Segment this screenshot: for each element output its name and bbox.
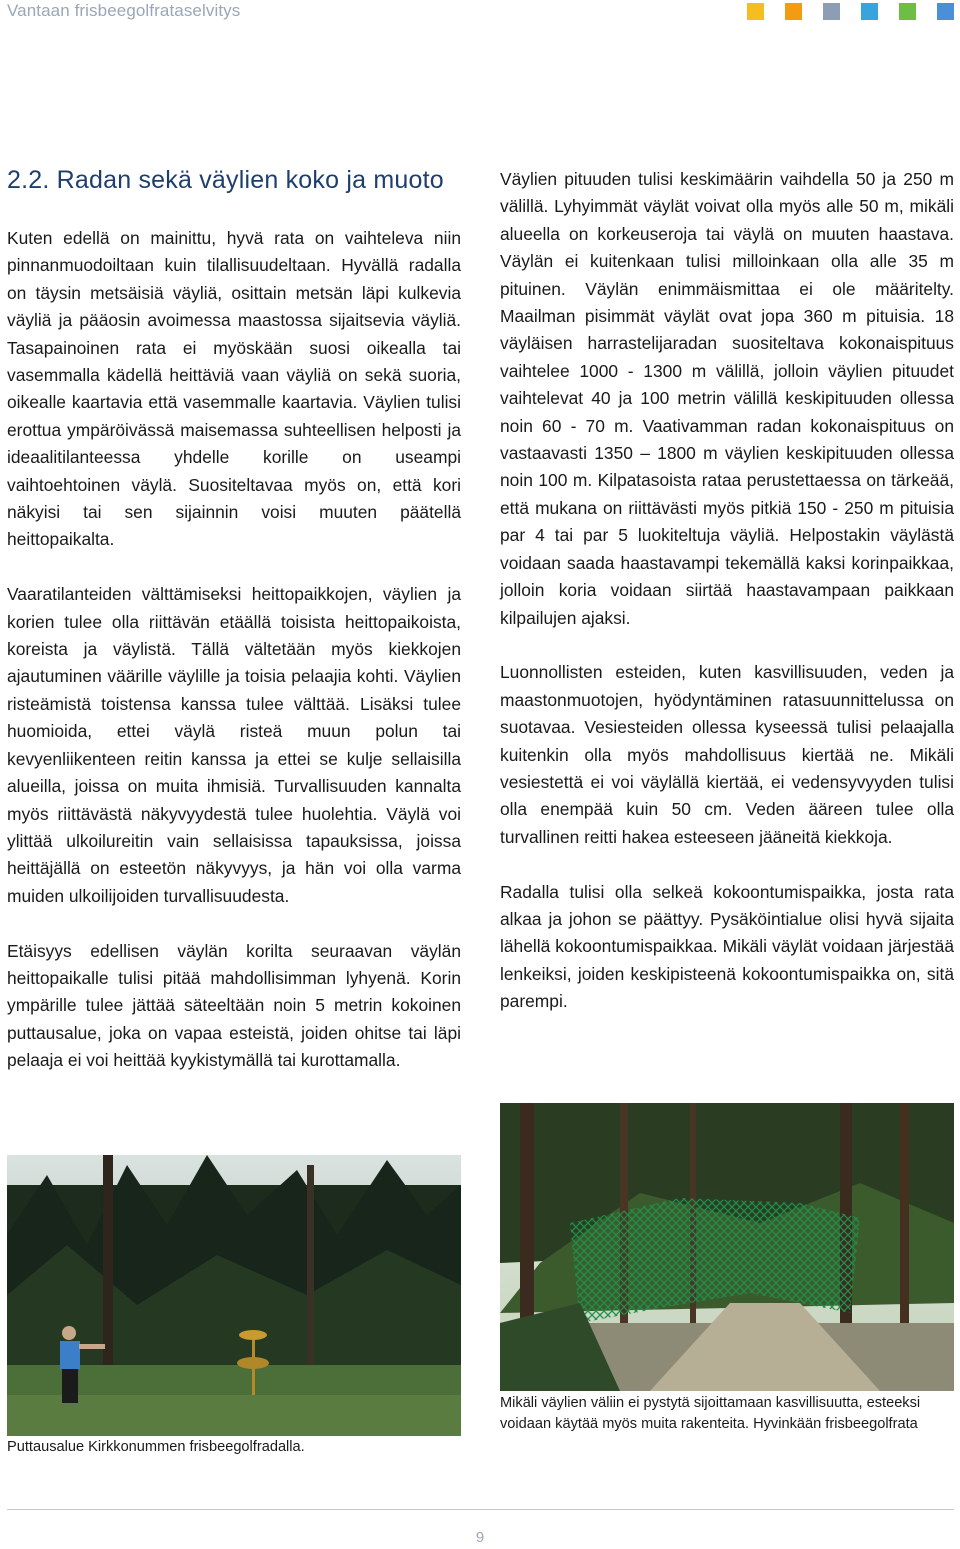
- page-number: 9: [475, 1529, 485, 1546]
- paragraph: Etäisyys edellisen väylän korilta seuraavan väylän heittopaikalle tulisi pitää mahdollisimman lyhyenä. Korin ympärille tulee jättää säteeltään noin 5 metrin kokoinen puttausalue, joka on vapaa esteistä, joiden ohitse tai läpi pelaaja ei voi heittää kyykistymällä tai kurottamalla.: [7, 940, 461, 1071]
- paragraph: Kuten edellä on mainittu, hyvä rata on vaihteleva niin pinnanmuodoiltaan kuin tilallisuudeltaan. Hyvällä radalla on täysin metsäisiä väyliä, osittain metsän läpi kulkevia väyliä ja pääosin avoimessa maastossa sijaitsevia väyliä. Tasapainoinen rata ei myöskään suosi oikealla tai vasemmalla kädellä heittäviä vaan väyliä on sekä suoria, oikealle kaartavia että vasemmalle kaartavia. Väylien tulisi erottua ympäröivässä maisemassa suhteellisen helposti ja ideaalitilanteessa yhdelle korille on useampi vaihtoehtoinen väylä. Suositeltavaa myös on, että kori näkyisi tai sen sijainnin voisi muuten päätellä heittopaikalta.: [7, 228, 461, 550]
- section-heading: 2.2. Radan sekä väylien koko ja muoto: [7, 166, 444, 194]
- color-square: [823, 3, 840, 20]
- paragraph: Luonnollisten esteiden, kuten kasvillisuuden, veden ja maastonmuotojen, hyödyntäminen ratasuunnittelussa on suotavaa. Vesiesteiden ollessa kyseessä tulisi pelaajalla kuitenkin olla myös mahdollisuus kiertää ne. Mikäli vesiestettä ei voi väylällä kiertää, ei vedensyvyyden tulisi olla enempää kuin 50 cm. Veden ääreen tulee olla turvallinen reitti hakea esteeseen jääneitä kiekkoja.: [500, 662, 954, 847]
- footer-divider: [7, 1509, 954, 1510]
- document-header-title: Vantaan frisbeegolfrataselvitys: [7, 1, 241, 20]
- net-obstacle-photo: [500, 1103, 954, 1391]
- left-text-column: [7, 225, 461, 1075]
- right-text-column: [500, 166, 954, 1016]
- color-square: [899, 3, 916, 20]
- color-square: [937, 3, 954, 20]
- color-square: [785, 3, 802, 20]
- color-square: [861, 3, 878, 20]
- right-photo-caption: Mikäli väylien väliin ei pystytä sijoittamaan kasvillisuutta, esteeksi voidaan käytää myös muita rakenteita. Hyvinkään frisbeegolfrata: [500, 1395, 921, 1432]
- paragraph: Väylien pituuden tulisi keskimäärin vaihdella 50 ja 250 m välillä. Lyhyimmät väylät voivat olla myös alle 50 m, mikäli alueella on korkeuseroja tai väylä on muuten haastava. Väylän ei kuitenkaan tulisi milloinkaan olla alle 35 m pituinen. Väylän enimmäismittaa ei ole määritelty. Maailman pisimmät väylät ovat jopa 360 m pituisia. 18 väyläisen harrastelijaradan suositeltava kokonaispituus vaihtelee 1000 - 1300 m välillä, jolloin väylien pituudet vaihtelevat 40 ja 100 metrin välillä keskipituuden ollessa noin 60 - 70 m. Vaativamman radan kokonaispituus on vastaavasti 1350 – 1800 m väylien keskipituuden ollessa noin 100 m. Kilpatasoista rataa perustettaessa on tärkeää, että mukana on riittävästi myös pitkiä 150 - 250 m pituisia par 4 tai par 5 luokiteltuja väyliä. Helpostakin väylästä voidaan saada haastavampi tekemällä kaksi korinpaikkaa, jolloin koria voidaan siirtää haastavampaan paikkaan kilpailujen ajaksi.: [500, 169, 954, 628]
- left-photo-caption: Puttausalue Kirkkonummen frisbeegolfradalla.: [7, 1439, 305, 1455]
- color-square: [747, 3, 764, 20]
- paragraph: Vaaratilanteiden välttämiseksi heittopaikkojen, väylien ja korien tulee olla riittävän etäällä toisista heittopaikoista, koreista ja väylistä. Tällä vältetään myös kiekkojen ajautuminen väärille väylille ja toisia pelaajia kohti. Väylien risteämistä toistensa kanssa tulee välttää. Lisäksi tulee huomioida, ettei väylä risteä muun polun tai kevyenliikenteen reitin kanssa ja ettei se kulje sellaisilla alueilla, joissa on muita ihmisiä. Turvallisuuden kannalta myös riittävästä näkyvyydestä tulee huolehtia. Väylä voi ylittää ulkoilureitin vain sellaisissa tapauksissa, joissa heittäjällä on esteetön näkyvyys, ja hän voi olla varma muiden ulkoilijoiden turvallisuudesta.: [7, 584, 461, 906]
- header-color-squares: [747, 3, 954, 20]
- paragraph: Radalla tulisi olla selkeä kokoontumispaikka, josta rata alkaa ja johon se päättyy. Pysäköintialue olisi hyvä sijaita lähellä kokoontumispaikkaa. Mikäli väylät voidaan järjestää lenkeiksi, joiden keskipisteenä kokoontumispaikka on, sitä parempi.: [500, 881, 954, 1012]
- putting-area-photo: [7, 1155, 461, 1436]
